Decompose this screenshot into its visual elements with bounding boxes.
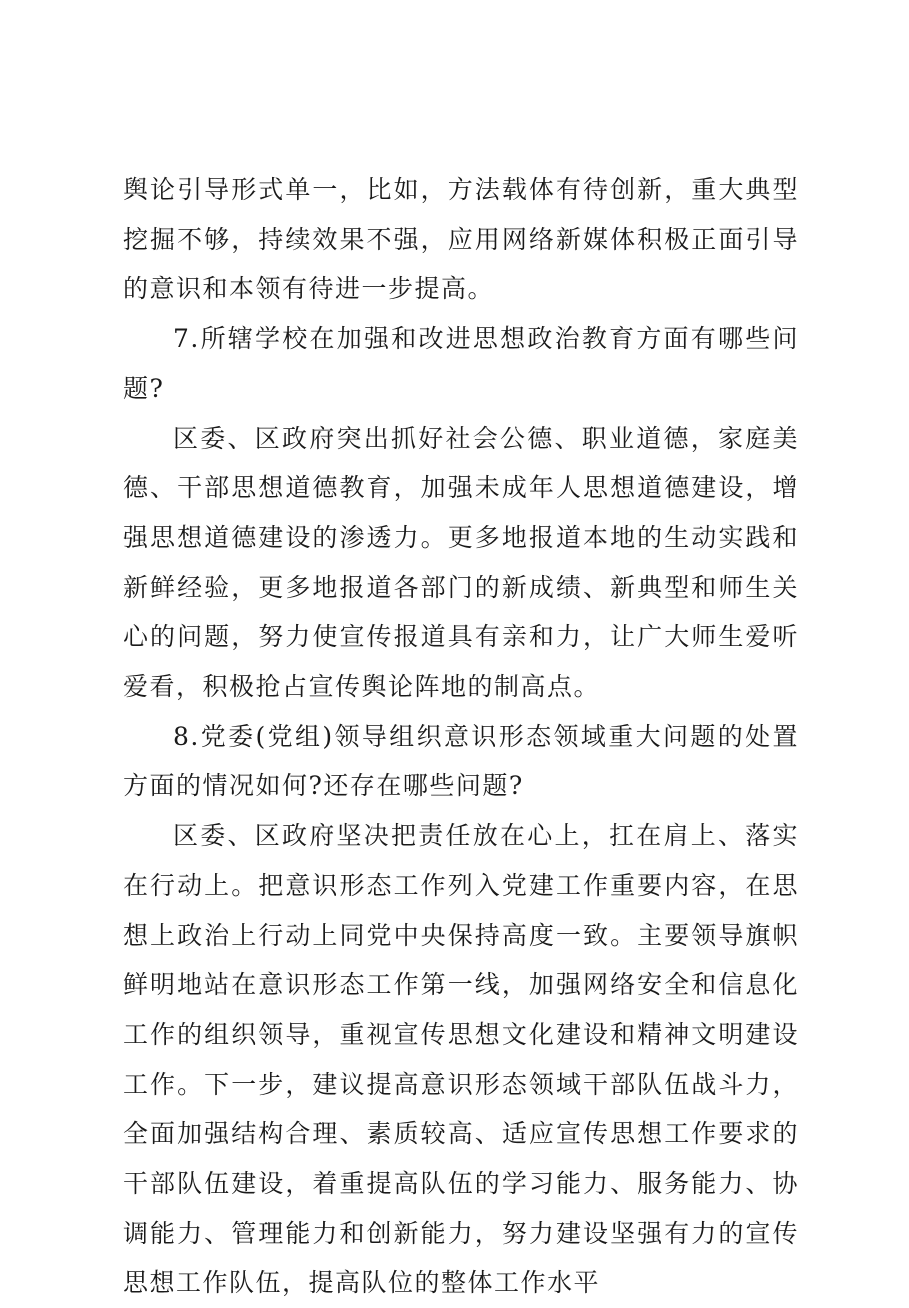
question-8-heading: 8.党委(党组)领导组织意识形态领域重大问题的处置方面的情况如何?还存在哪些问题? <box>123 721 799 801</box>
answer-8-paragraph: 区委、区政府坚决把责任放在心上，扛在肩上、落实在行动上。把意识形态工作列入党建工作重要内容，在思想上政治上行动上同党中央保持高度一致。主要领导旗帜鲜明地站在意识形态工作第一线，加强网络安全和信息化工作的组织领导，重视宣传思想文化建设和精神文明建设工作。下一步，建议提高意识形态领域干部队伍战斗力，全面加强结构合理、素质较高、适应宣传思想工作要求的干部队伍建设，着重提高队伍的学习能力、服务能力、协调能力、管理能力和创新能力，努力建设坚强有力的宣传思想工作队伍，提高队位的整体工作水平 <box>123 821 799 1298</box>
paragraph-continuation: 舆论引导形式单一，比如，方法载体有待创新，重大典型挖掘不够，持续效果不强，应用网络新媒体积极正面引导的意识和本领有待进一步提高。 <box>123 175 799 304</box>
question-7-heading: 7.所辖学校在加强和改进思想政治教育方面有哪些问题? <box>123 324 799 403</box>
document-body <box>123 165 799 1308</box>
answer-7-paragraph: 区委、区政府突出抓好社会公德、职业道德，家庭美德、干部思想道德教育，加强未成年人思想道德建设，增强思想道德建设的渗透力。更多地报道本地的生动实践和新鲜经验，更多地报道各部门的新成绩、新典型和师生关心的问题，努力使宣传报道具有亲和力，让广大师生爱听爱看，积极抢占宣传舆论阵地的制高点。 <box>123 423 799 702</box>
